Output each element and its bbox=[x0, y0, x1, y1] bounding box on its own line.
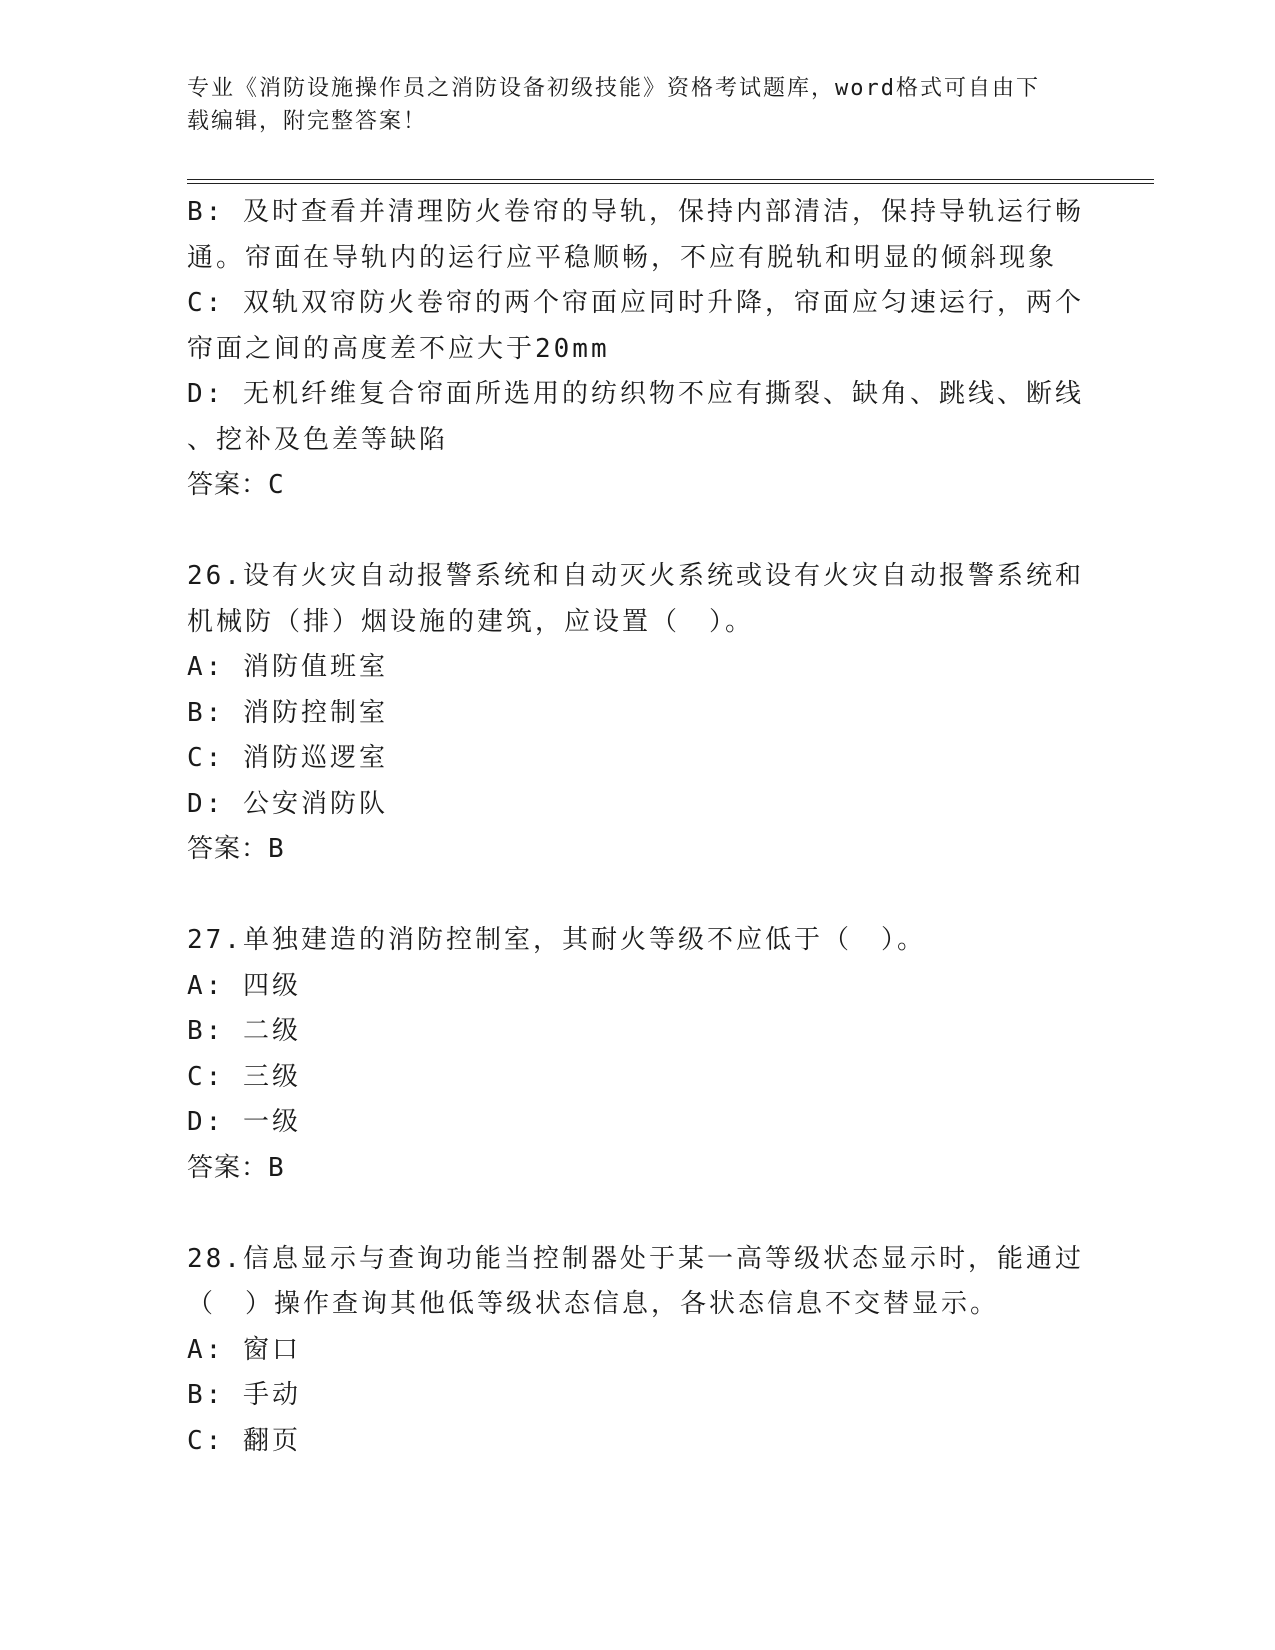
option-b: B: 二级 bbox=[187, 1016, 301, 1046]
header-rule-bottom bbox=[187, 183, 1154, 184]
spacer bbox=[187, 509, 1087, 555]
question-25-continuation bbox=[187, 190, 1087, 509]
option-c-line-2: 帘面之间的高度差不应大于20mm bbox=[187, 333, 610, 364]
option-a: A: 四级 bbox=[187, 970, 301, 1001]
header-rule-top bbox=[187, 179, 1154, 180]
option-d: D: 公安消防队 bbox=[187, 788, 388, 819]
spacer bbox=[187, 1191, 1087, 1237]
option-b-line-2: 通。帘面在导轨内的运行应平稳顺畅，不应有脱轨和明显的倾斜现象 bbox=[187, 242, 1058, 273]
question-27 bbox=[187, 918, 1087, 1191]
question-text-line-1: 28.信息显示与查询功能当控制器处于某一高等级状态显示时，能通过 bbox=[187, 1243, 1084, 1274]
document-header bbox=[187, 72, 1067, 138]
option-b: B: 消防控制室 bbox=[187, 697, 388, 728]
option-d-line-2: 、挖补及色差等缺陷 bbox=[187, 424, 449, 455]
question-26 bbox=[187, 554, 1087, 873]
question-text-line-1: 26.设有火灾自动报警系统和自动灭火系统或设有火灾自动报警系统和 bbox=[187, 561, 1084, 591]
option-d: D: 一级 bbox=[187, 1107, 301, 1137]
spacer bbox=[187, 873, 1087, 919]
header-title-line-1: 专业《消防设施操作员之消防设备初级技能》资格考试题库，word格式可自由下 bbox=[187, 76, 1040, 101]
option-c: C: 消防巡逻室 bbox=[187, 743, 388, 773]
question-text-line-2: （ ）操作查询其他低等级状态信息，各状态信息不交替显示。 bbox=[187, 1289, 1000, 1319]
answer: 答案：B bbox=[187, 1152, 285, 1183]
option-d-line-1: D: 无机纤维复合帘面所选用的纺织物不应有撕裂、缺角、跳线、断线 bbox=[187, 379, 1084, 409]
question-text-line-1: 27.单独建造的消防控制室，其耐火等级不应低于（ ）。 bbox=[187, 925, 926, 955]
answer: 答案：C bbox=[187, 470, 285, 500]
option-c: C: 翻页 bbox=[187, 1425, 301, 1456]
option-c-line-1: C: 双轨双帘防火卷帘的两个帘面应同时升降，帘面应匀速运行，两个 bbox=[187, 288, 1084, 318]
question-text-line-2: 机械防（排）烟设施的建筑，应设置（ ）。 bbox=[187, 606, 755, 637]
document-body bbox=[187, 190, 1087, 1464]
option-a: A: 窗口 bbox=[187, 1334, 301, 1365]
option-a: A: 消防值班室 bbox=[187, 652, 388, 682]
header-title-line-2: 载编辑，附完整答案！ bbox=[187, 109, 428, 134]
question-28 bbox=[187, 1237, 1087, 1465]
option-b-line-1: B: 及时查看并清理防火卷帘的导轨，保持内部清洁，保持导轨运行畅 bbox=[187, 197, 1084, 227]
answer: 答案：B bbox=[187, 834, 285, 864]
option-c: C: 三级 bbox=[187, 1061, 301, 1092]
option-b: B: 手动 bbox=[187, 1380, 301, 1410]
